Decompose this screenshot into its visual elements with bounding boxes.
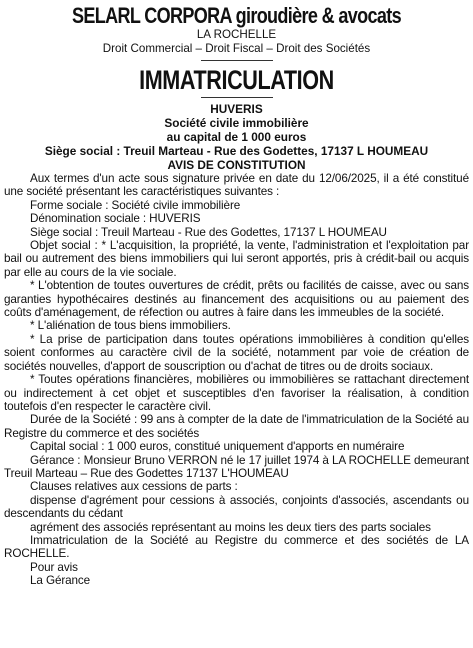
share-transfer-clause: dispense d'agrément pour cessions à associés, conjoints d'associés, ascendants ou descendants du cédant xyxy=(4,493,469,521)
notice-heading: IMMATRICULATION xyxy=(139,65,334,95)
law-firm-name: SELARL CORPORA giroudière & avocats xyxy=(72,3,401,28)
divider xyxy=(201,97,273,98)
law-firm-city: LA ROCHELLE xyxy=(196,28,277,41)
registration-statement: Immatriculation de la Société au Registre du commerce et des sociétés de LA ROCHELLE. xyxy=(4,533,469,561)
company-head-office: Siège social : Treuil Marteau - Rue des Godettes, 17137 L HOUMEAU xyxy=(44,144,429,158)
notice-body xyxy=(4,172,469,588)
legal-form: Forme sociale : Société civile immobilière xyxy=(30,198,241,212)
signature: La Gérance xyxy=(30,574,91,588)
company-summary xyxy=(4,102,469,172)
corporate-purpose-item: Objet social : * L'acquisition, la propriété, la vente, l'administration et l'exploitation par bail ou autrement des biens immobiliers qui lui seront apportés, pris à crédit-bail ou acquis par elle au cours de la vie sociale. xyxy=(4,239,469,279)
company-name: HUVERIS xyxy=(210,102,263,116)
share-capital: Capital social : 1 000 euros, constitué uniquement d'apports en numéraire xyxy=(30,440,405,454)
corporate-purpose-item: * Toutes opérations financières, mobilières ou immobilières se rattachant directement ou indirectement à cet objet et susceptibles d'en favoriser la réalisation, à condition toutefois d'en respecter le caractère civil. xyxy=(4,373,469,413)
intro-paragraph: Aux termes d'un acte sous signature privée en date du 12/06/2025, il a été constitué une société présentant les caractéristiques suivantes : xyxy=(4,172,469,199)
share-transfer-clauses: Clauses relatives aux cessions de parts : xyxy=(30,480,238,494)
notice-type: AVIS DE CONSTITUTION xyxy=(167,158,306,172)
corporate-purpose-item: * L'aliénation de tous biens immobiliers. xyxy=(30,319,231,333)
divider xyxy=(201,60,273,61)
closing-line: Pour avis xyxy=(30,560,78,574)
company-type: Société civile immobilière xyxy=(164,116,309,130)
registered-office: Siège social : Treuil Marteau - Rue des Godettes, 17137 L HOUMEAU xyxy=(30,225,387,239)
company-denomination: Dénomination sociale : HUVERIS xyxy=(30,212,201,226)
company-duration: Durée de la Société : 99 ans à compter de la date de l'immatriculation de la Société au Registre du commerce et des sociétés xyxy=(4,413,469,440)
management: Gérance : Monsieur Bruno VERRON né le 17 juillet 1974 à LA ROCHELLE demeurant Treuil Marteau – Rue des Godettes 17137 L'HOUMEAU xyxy=(4,453,469,480)
share-transfer-clause: agrément des associés représentant au moins les deux tiers des parts sociales xyxy=(30,520,431,534)
company-capital: au capital de 1 000 euros xyxy=(166,130,307,144)
law-firm-specialties: Droit Commercial – Droit Fiscal – Droit des Sociétés xyxy=(102,42,371,55)
corporate-purpose-item: * La prise de participation dans toutes opérations immobilières à condition qu'elles soient conformes au caractère civil de la société, notamment par voie de création de sociétés nouvelles, d'apport de souscription ou d'achat de titres ou de droits sociaux. xyxy=(4,332,469,373)
corporate-purpose-item: * L'obtention de toutes ouvertures de crédit, prêts ou facilités de caisse, avec ou sans garanties hypothécaires destinés au financement des acquisitions ou au paiement des coûts d'aménagement, de réfection ou autres à faire dans les immeubles de la société. xyxy=(4,279,469,320)
